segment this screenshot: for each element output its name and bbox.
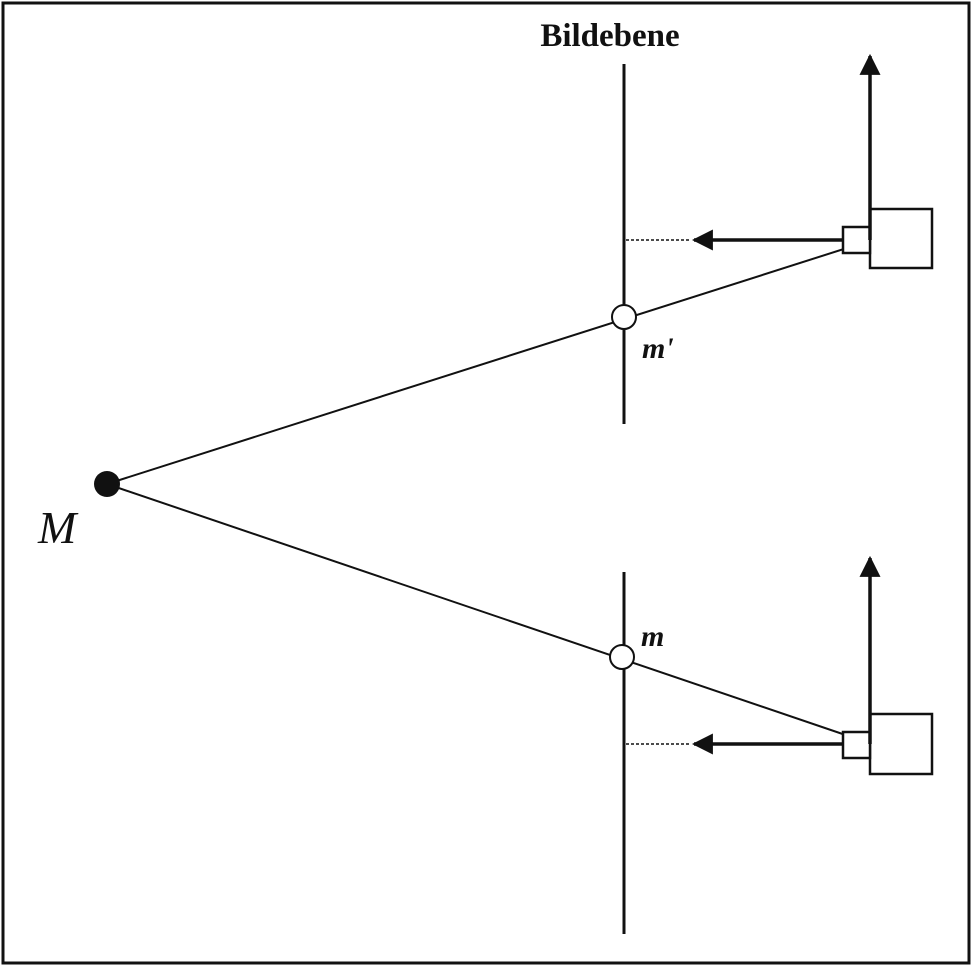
figure-frame	[3, 3, 969, 963]
camera-lens-lower	[843, 732, 870, 758]
camera-lens-upper	[843, 227, 870, 253]
projected-point-upper-marker	[612, 305, 636, 329]
center-point-marker	[94, 471, 120, 497]
image-plane-title: Bildebene	[540, 18, 680, 54]
projected-point-upper-label: m'	[642, 332, 674, 365]
camera-body-lower	[870, 714, 932, 774]
projected-point-lower-marker	[610, 645, 634, 669]
camera-body-upper	[870, 209, 932, 268]
center-point-label: M	[38, 502, 77, 553]
projected-point-lower-label: m	[641, 620, 665, 653]
